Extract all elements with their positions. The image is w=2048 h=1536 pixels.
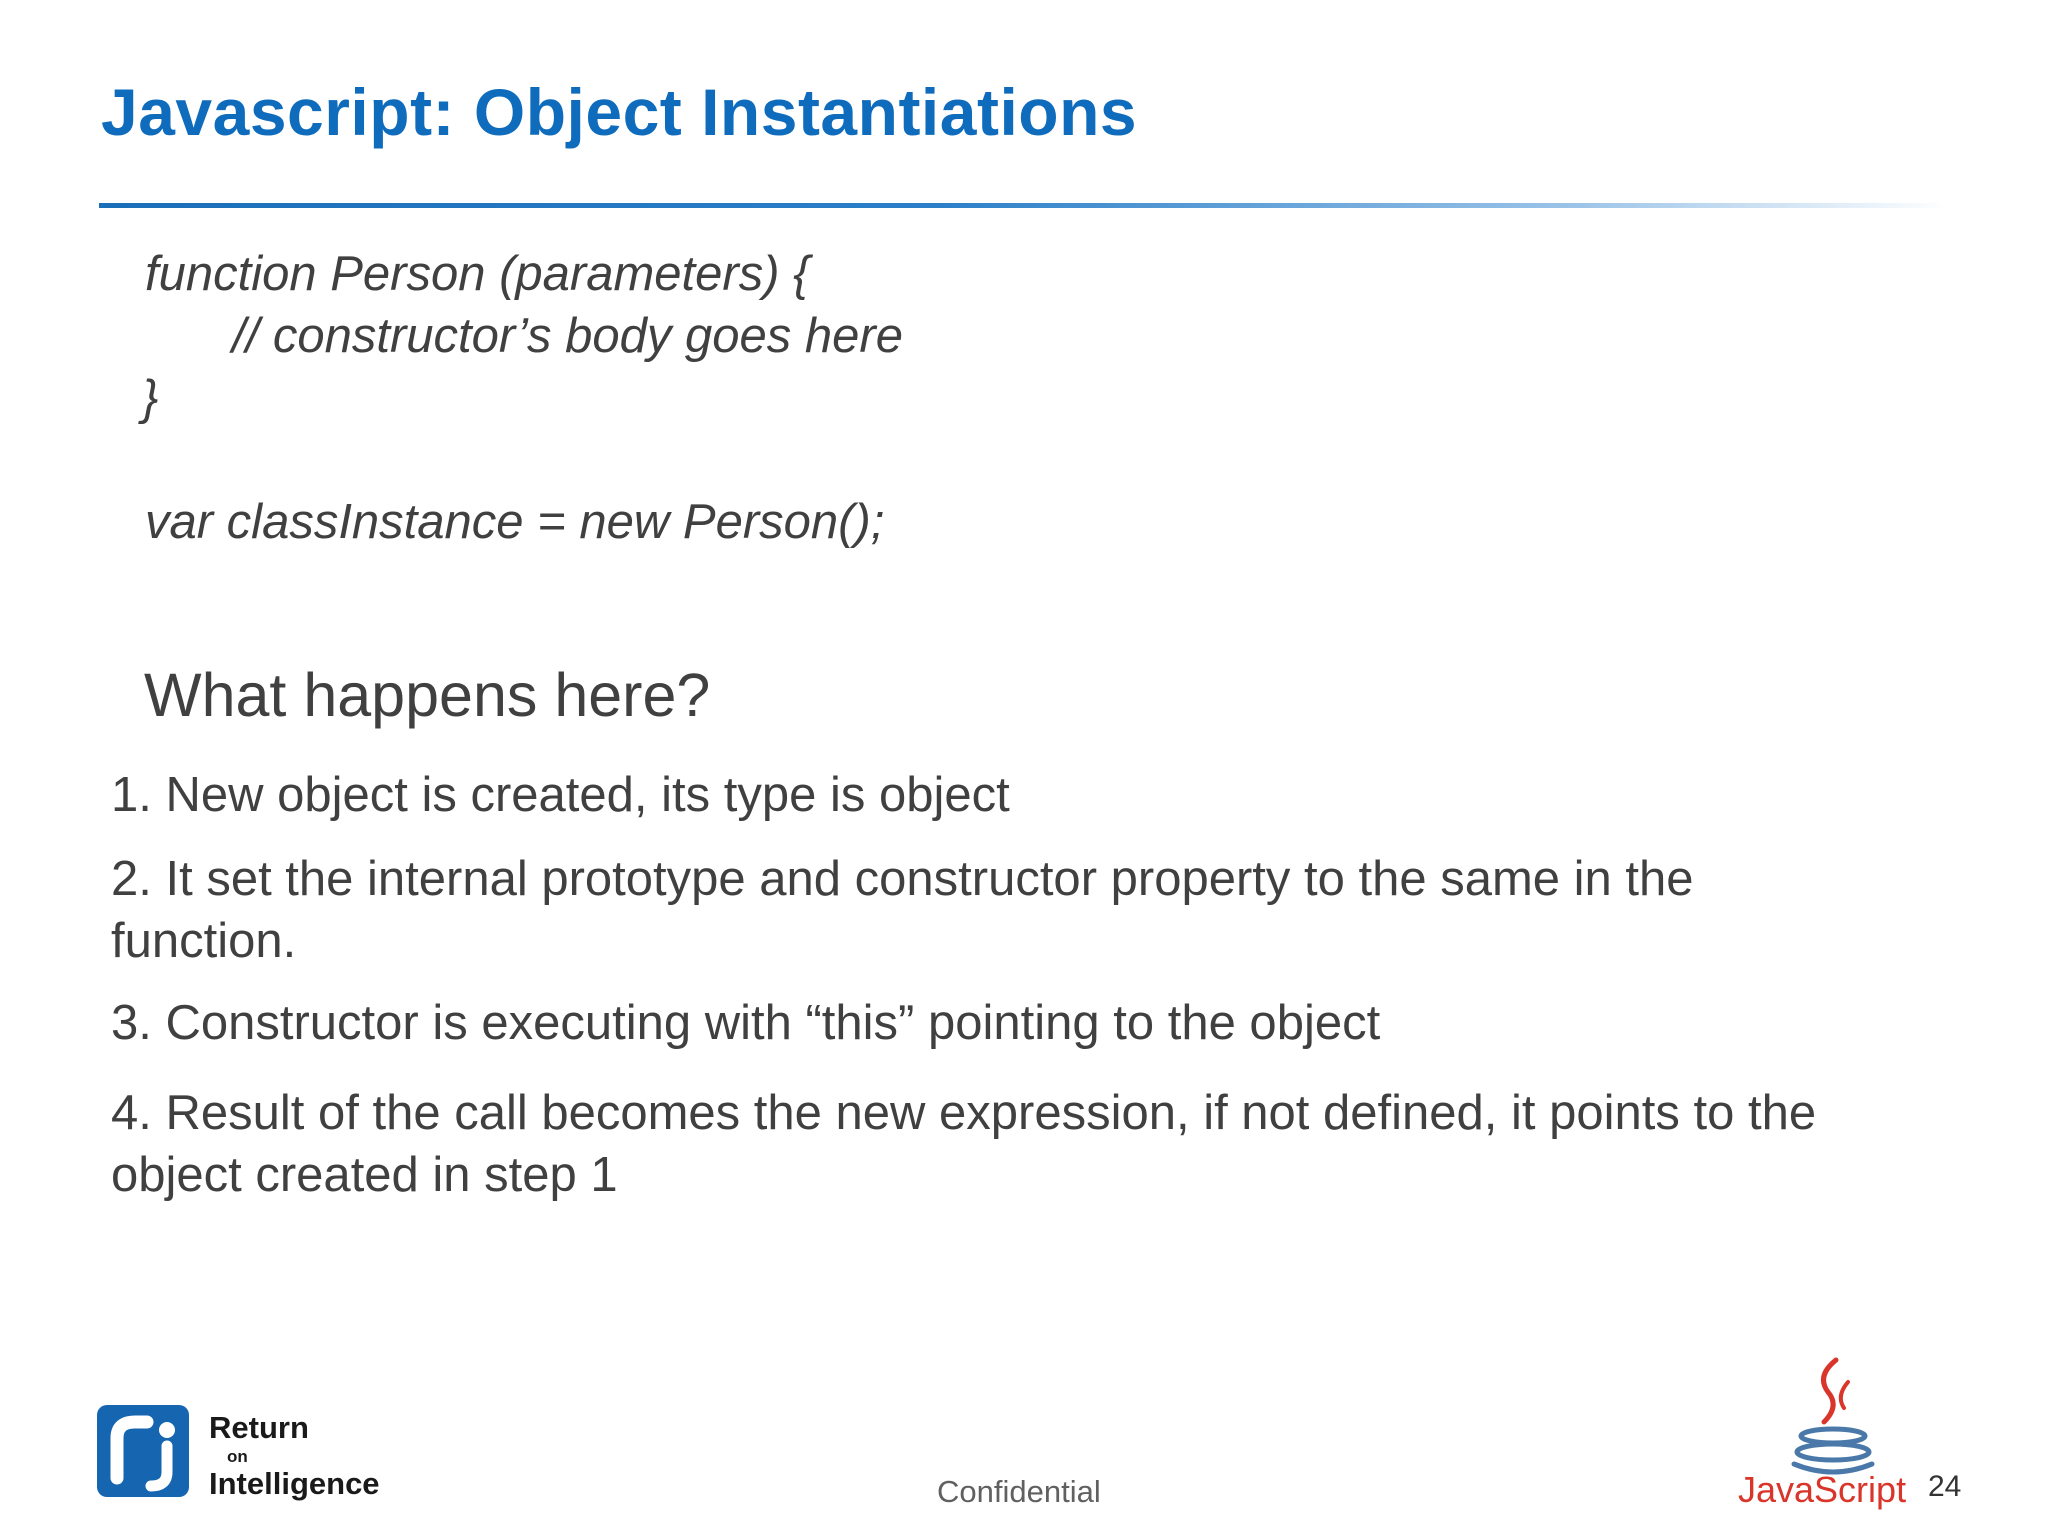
return-on-intelligence-logo — [97, 1400, 397, 1505]
code-line-instance: var classInstance = new Person(); — [145, 495, 885, 549]
javascript-coffee-cup-logo — [1728, 1352, 1908, 1512]
code-line-function: function Person (parameters) { — [145, 247, 810, 301]
javascript-logo-text: JavaScript — [1738, 1469, 1907, 1510]
page-number: 24 — [1928, 1470, 1962, 1503]
title-divider — [99, 203, 1949, 208]
step-2: 2. It set the internal prototype and constructor property to the same in the function. — [111, 852, 1694, 968]
step-4: 4. Result of the call becomes the new expression, if not defined, it points to the object created in step 1 — [111, 1086, 1817, 1202]
code-line-close-brace: } — [142, 371, 159, 425]
slide-title: Javascript: Object Instantiations — [101, 75, 1138, 149]
step-3: 3. Constructor is executing with “this” pointing to the object — [111, 996, 1381, 1050]
code-line-comment: // constructor’s body goes here — [232, 309, 903, 363]
question-heading: What happens here? — [144, 661, 711, 729]
step-1: 1. New object is created, its type is object — [111, 768, 1010, 822]
logo-text-on: on — [227, 1447, 248, 1466]
confidential-label: Confidential — [937, 1474, 1101, 1509]
logo-text-intelligence: Intelligence — [209, 1466, 380, 1501]
logo-text-return: Return — [209, 1410, 309, 1445]
